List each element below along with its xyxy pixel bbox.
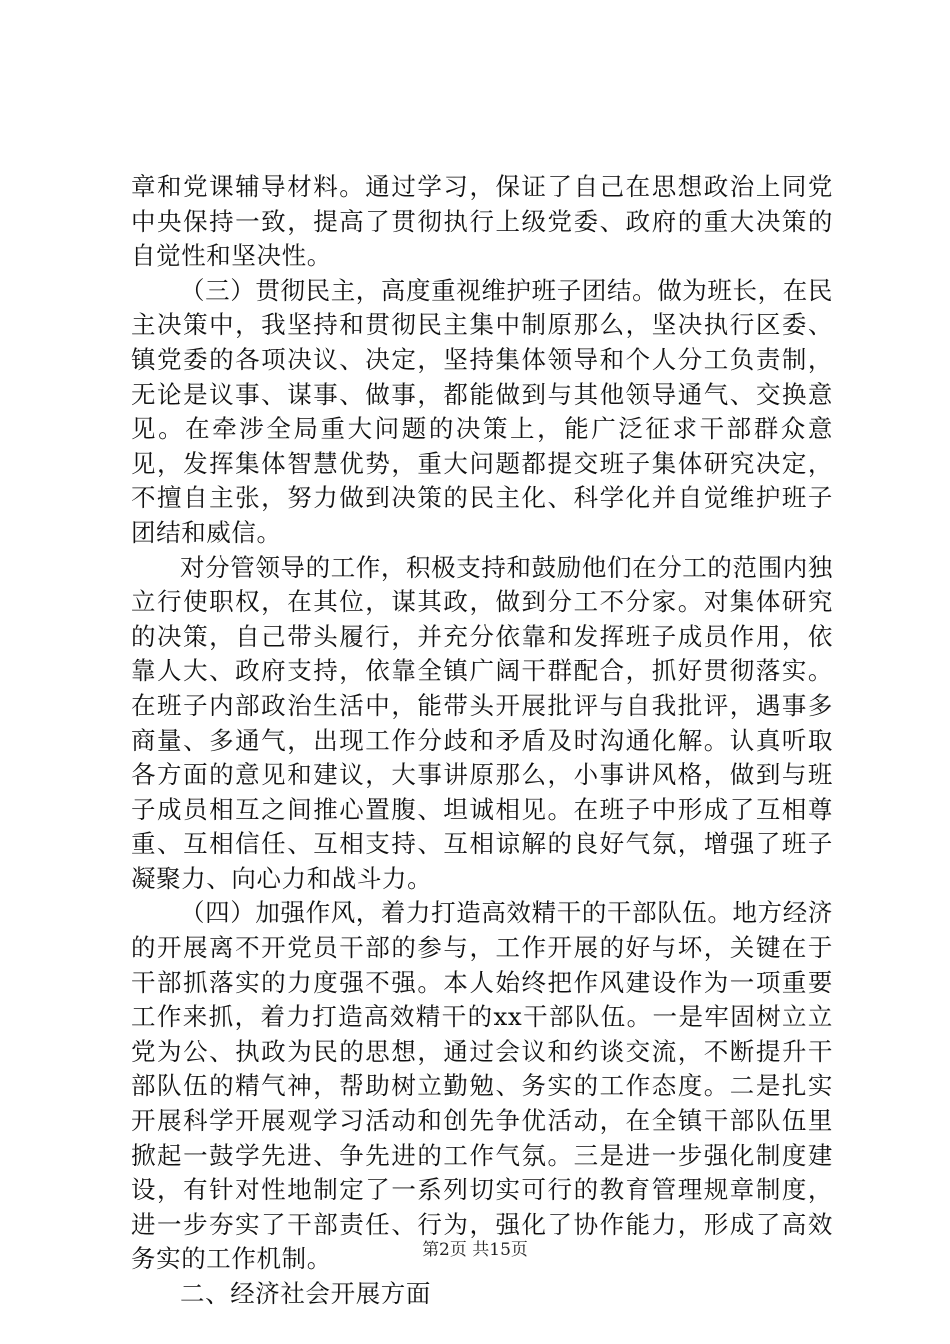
- section-heading-economy: 二、经济社会开展方面: [180, 1279, 431, 1308]
- document-body: [131, 170, 833, 1312]
- paragraph-work-style: （四）加强作风，着力打造高效精干的干部队伍。地方经济的开展离不开党员干部的参与，工作开展的好与坏，关键在于干部抓落实的力度强不强。本人始终把作风建设作为一项重要工作来抓，着力打造高效精干的xx干部队伍。一是牢固树立立党为公、执政为民的思想，通过会议和约谈交流，不断提升干部队伍的精气神，帮助树立勤勉、务实的工作态度。二是扎实开展科学开展观学习活动和创先争优活动，在全镇干部队伍里掀起一鼓学先进、争先进的工作气氛。三是进一步强化制度建设，有针对性地制定了一系列切实可行的教育管理规章制度，进一步夯实了干部责任、行为，强化了协作能力，形成了高效务实的工作机制。: [131, 898, 833, 1274]
- paragraph-democracy-unity: （三）贯彻民主，高度重视维护班子团结。做为班长，在民主决策中，我坚持和贯彻民主集中制原那么，坚决执行区委、镇党委的各项决议、决定，坚持集体领导和个人分工负责制，无论是议事、谋事、做事，都能做到与其他领导通气、交换意见。在牵涉全局重大问题的决策上，能广泛征求干部群众意见，发挥集体智慧优势，重大问题都提交班子集体研究决定，不擅自主张，努力做到决策的民主化、科学化并自觉维护班子团结和威信。: [131, 275, 833, 547]
- page-footer: 第2页 共15页: [422, 1240, 528, 1260]
- paragraph-support-leaders: 对分管领导的工作，积极支持和鼓励他们在分工的范围内独立行使职权，在其位，谋其政，做到分工不分家。对集体研究的决策，自己带头履行，并充分依靠和发挥班子成员作用，依靠人大、政府支持，依靠全镇广阔干群配合，抓好贯彻落实。在班子内部政治生活中，能带头开展批评与自我批评，遇事多商量、多通气，出现工作分歧和矛盾及时沟通化解。认真听取各方面的意见和建议，大事讲原那么，小事讲风格，做到与班子成员相互之间推心置腹、坦诚相见。在班子中形成了互相尊重、互相信任、互相支持、互相谅解的良好气氛，增强了班子凝聚力、向心力和战斗力。: [131, 552, 833, 893]
- paragraph-study-continuation: 章和党课辅导材料。通过学习，保证了自己在思想政治上同党中央保持一致，提高了贯彻执行上级党委、政府的重大决策的自觉性和坚决性。: [131, 172, 833, 271]
